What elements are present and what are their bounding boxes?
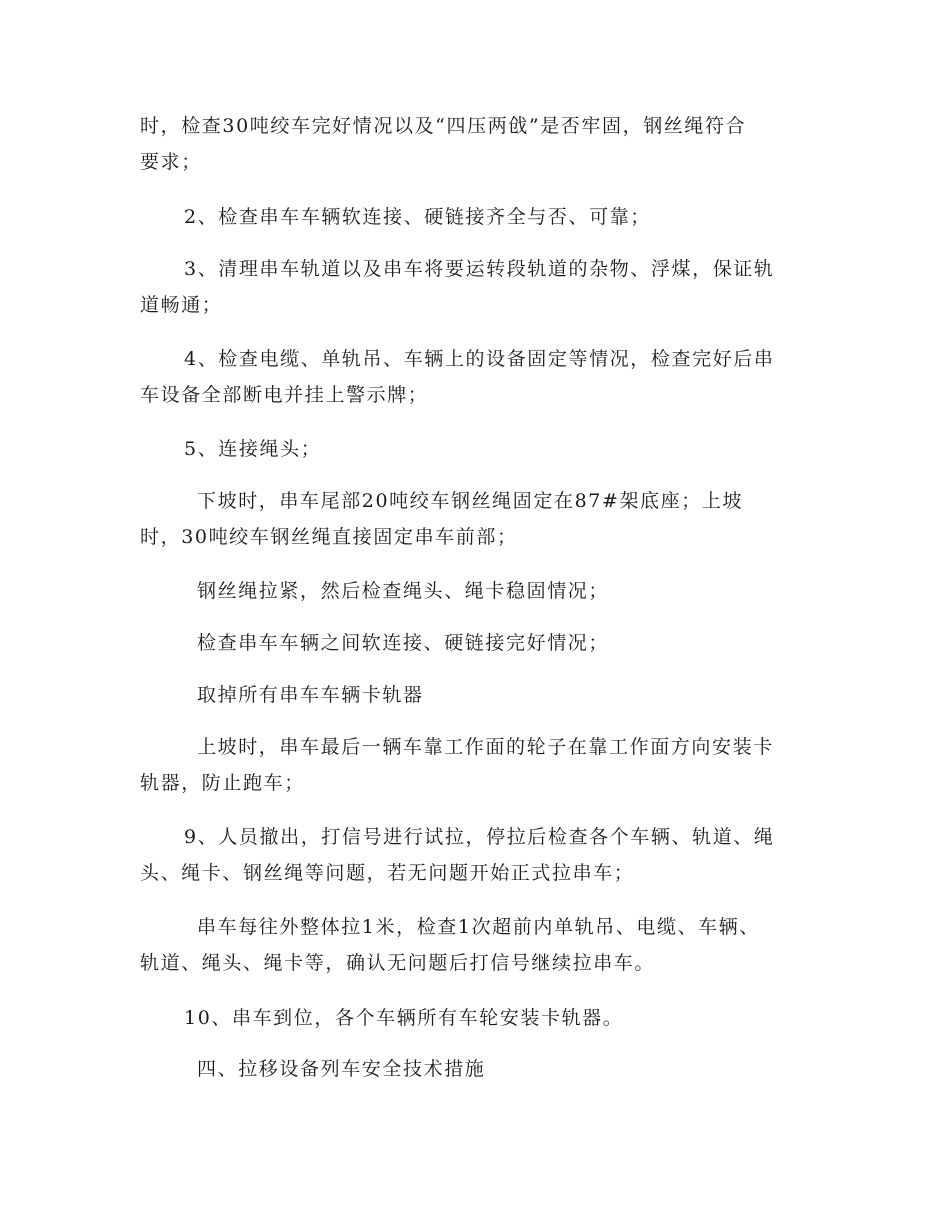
text-line: 头、绳卡、钢丝绳等问题，若无问题开始正式拉串车； xyxy=(140,862,635,884)
text-line: 上坡时，串车最后一辆车靠工作面的轮子在靠工作面方向安装卡 xyxy=(197,736,774,758)
paragraph-downhill xyxy=(140,483,810,555)
text-line: 9、人员撤出，打信号进行试拉，停拉后检查各个车辆、轨道、绳 xyxy=(184,826,775,848)
text-line: 道畅通； xyxy=(140,294,223,316)
text-line: 下坡时，串车尾部20吨绞车钢丝绳固定在87#架底座；上坡 xyxy=(197,490,744,512)
text-line: 5、连接绳头； xyxy=(184,438,322,460)
text-line: 四、拉移设备列车安全技术措施 xyxy=(197,1058,486,1080)
text-line: 车设备全部断电并挂上警示牌； xyxy=(140,384,429,406)
paragraph-remove-clamps xyxy=(140,677,810,713)
text-line: 轨器，防止跑车； xyxy=(140,772,305,794)
text-line: 检查串车车辆之间软连接、硬链接完好情况； xyxy=(197,632,610,654)
paragraph-pull-check xyxy=(140,909,810,981)
text-line: 串车每往外整体拉1米，检查1次超前内单轨吊、电缆、车辆、 xyxy=(197,916,760,938)
paragraph-item-4 xyxy=(140,341,810,413)
paragraph-continuation xyxy=(140,108,810,180)
paragraph-item-2 xyxy=(140,199,810,235)
text-line: 3、清理串车轨道以及串车将要运转段轨道的杂物、浮煤，保证轨 xyxy=(184,258,775,280)
text-line: 10、串车到位，各个车辆所有车轮安装卡轨器。 xyxy=(184,1007,624,1029)
text-line: 要求； xyxy=(140,151,202,173)
text-line: 取掉所有串车车辆卡轨器 xyxy=(197,684,424,706)
section-heading xyxy=(140,1051,810,1087)
paragraph-item-3 xyxy=(140,251,810,323)
text-line: 钢丝绳拉紧，然后检查绳头、绳卡稳固情况； xyxy=(197,580,610,602)
text-line: 时，检查30吨绞车完好情况以及“四压两戗”是否牢固，钢丝绳符合 xyxy=(140,115,747,137)
paragraph-uphill xyxy=(140,729,810,801)
text-line: 4、检查电缆、单轨吊、车辆上的设备固定等情况，检查完好后串 xyxy=(184,348,775,370)
paragraph-item-9 xyxy=(140,819,810,891)
text-line: 时，30吨绞车钢丝绳直接固定串车前部； xyxy=(140,526,518,548)
paragraph-item-10 xyxy=(140,1000,810,1036)
text-line: 轨道、绳头、绳卡等，确认无问题后打信号继续拉串车。 xyxy=(140,952,656,974)
paragraph-check-connection xyxy=(140,625,810,661)
paragraph-rope-tighten xyxy=(140,573,810,609)
paragraph-item-5 xyxy=(140,431,810,467)
text-line: 2、检查串车车辆软连接、硬链接齐全与否、可靠； xyxy=(184,206,651,228)
